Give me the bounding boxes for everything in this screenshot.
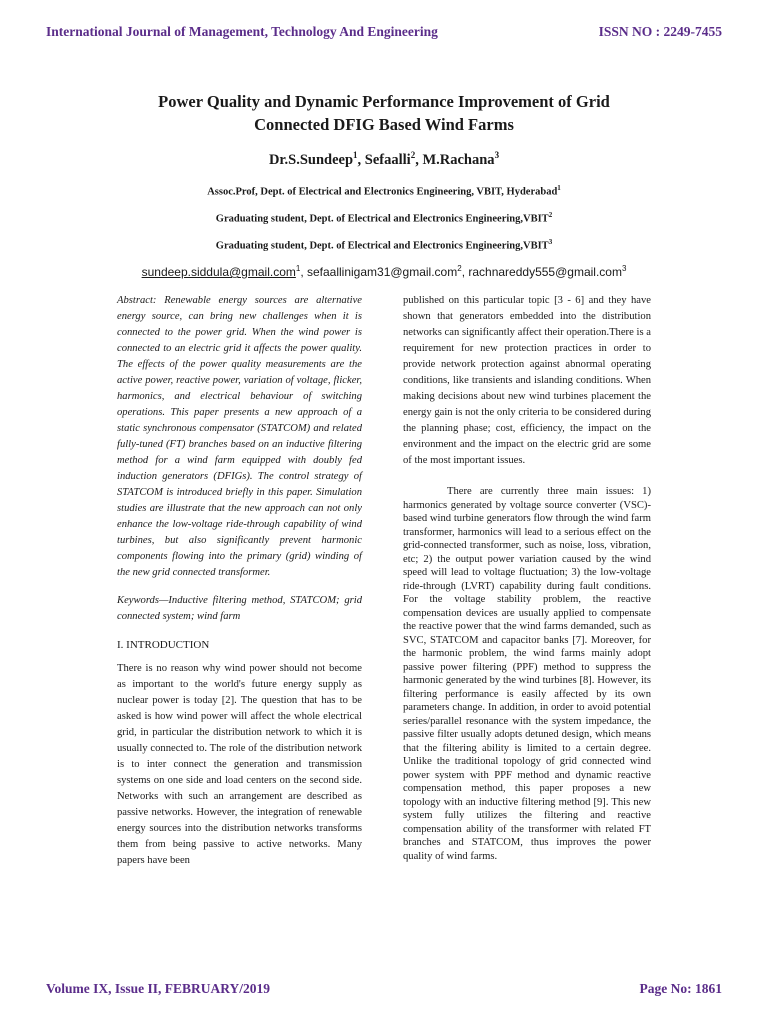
affiliation-2-sup: 2 xyxy=(548,211,553,219)
affiliation-3 xyxy=(0,238,768,252)
affiliation-2-text: Graduating student, Dept. of Electrical and Electronics Engineering,VBIT xyxy=(215,213,549,225)
author-2-sup: 2 xyxy=(410,150,416,160)
journal-name: International Journal of Management, Technology And Engineering xyxy=(46,24,438,39)
volume-issue: Volume IX, Issue II, FEBRUARY/2019 xyxy=(46,981,271,996)
issn-number: ISSN NO : 2249-7455 xyxy=(598,24,722,39)
author-1: Dr.S.Sundeep xyxy=(268,151,354,168)
title-line-1: Power Quality and Dynamic Performance Improvement of Grid xyxy=(158,92,610,111)
affiliation-1 xyxy=(0,184,768,198)
email-list xyxy=(0,264,768,279)
email-2-sup: 2 xyxy=(457,264,462,273)
author-2: Sefaalli xyxy=(364,151,411,168)
keywords: Keywords—Inductive filtering method, STATCOM; grid connected system; wind farm xyxy=(117,595,362,622)
body-paragraph-2: There are currently three main issues: 1) harmonics generated by voltage source converter (VSC)-based wind turbine generators flow through the wind farm transformer, harmonics will lead to a serious effect on the grid-connected transformer, such as noise, loss, vibration, etc; 2) the output power variation caused by the wind speed will lead to voltage fluctuation; 3) the low-voltage ride-through (LVRT) capability during fault conditions. For the voltage stability problem, the reactive compensation devices are usually applied to compensate the reactive power that the wind farms demanded, such as SVC, STATCOM and capacitor banks [7]. Moreover, for the harmonic problem, the wind farms mainly adopt passive power filtering (PPF) method to suppress the harmonic generated by the wind turbines [8]. However, its filtering performance is easily affected by its own parameters change. In addition, in order to avoid potential series/parallel resonance with the system impedance, the passive filter usually adopts detuned design, which means that the filtering ability is limited to a certain degree. Unlike the traditional topology of grid connected wind power system with PPF method and dynamic reactive compensation method, this paper proposes a new topology with an inductive filtering method [9]. This new system fully utilizes the filtering and reactive compensation ability of the transformer with related FT branches and STATCOM, thus improves the power quality of wind farms. xyxy=(403,486,651,862)
email-sep: , xyxy=(461,265,469,279)
author-list xyxy=(0,150,768,169)
affiliation-1-text: Assoc.Prof, Dept. of Electrical and Electronics Engineering, VBIT, Hyderabad xyxy=(207,186,558,198)
title-line-2: Connected DFIG Based Wind Farms xyxy=(254,115,514,134)
affiliation-2 xyxy=(0,211,768,225)
affiliation-3-text: Graduating student, Dept. of Electrical and Electronics Engineering,VBIT xyxy=(215,240,549,252)
left-column xyxy=(117,293,362,869)
author-3-sup: 3 xyxy=(494,150,500,160)
email-sep: , xyxy=(300,265,307,279)
paper-title xyxy=(60,90,708,136)
affiliation-3-sup: 3 xyxy=(548,238,553,246)
abstract: Abstract: Renewable energy sources are alternative energy source, can bring new challenges when it is connected to the power grid. When the wind power is connected to an electric grid it affects the power quality. The effects of the power quality measurements are the active power, reactive power, variation of voltage, flicker, harmonics, and electrical behaviour of switching operations. This paper presents a new approach of a static synchronous compensator (STATCOM) and related fully-tuned (FT) branches based on an inductive filtering method for a wind farm equipped with doubly fed induction generators (DFIGs). The control strategy of STATCOM is introduced briefly in this paper. Simulation studies are illustrate that the new approach can not only enhance the low-voltage ride-through capability of wind turbines, but also significantly prevent harmonic components flowing into the primary (grid) winding of the new grid connected transformer. xyxy=(117,295,362,578)
author-1-sup: 1 xyxy=(353,150,358,160)
page-number: Page No: 1861 xyxy=(639,981,722,996)
email-1-sup: 1 xyxy=(295,264,301,273)
email-3: rachnareddy555@gmail.com xyxy=(468,265,622,279)
body-paragraph-1: published on this particular topic [3 - 6] and they have shown that generators embedded into the distribution networks can significantly affect their operation.There is a requirement for new protection practices in order to provide network protection against abnormal operating conditions, like transients and islanding conditions. When making decisions about new wind turbines placement the energy gain is not the only criteria to be considered during the planning phase; cost, efficiency, the impact on the environment and the impact on the electric grid are some of the most important issues. xyxy=(403,295,651,466)
email-3-sup: 3 xyxy=(621,264,627,273)
email-link-1[interactable]: sundeep.siddula@gmail.com xyxy=(141,265,296,279)
section-heading-introduction: I. INTRODUCTION xyxy=(117,639,210,651)
email-2: sefaallinigam31@gmail.com xyxy=(306,265,458,279)
author-sep: , xyxy=(415,151,423,168)
author-3: M.Rachana xyxy=(422,151,495,168)
affiliation-1-sup: 1 xyxy=(557,184,561,192)
author-sep: , xyxy=(357,151,365,168)
right-column xyxy=(403,293,651,863)
intro-paragraph: There is no reason why wind power should not become as important to the world's future energy supply as nuclear power is today [2]. The question that has to be asked is how wind power will affect the whole electrical grid, in particular the distribution network to which it is usually connected to. The role of the distribution network is to inter connect the generation and transmission systems on one side and load centers on the second side. Networks with such an arrangement are described as passive networks. However, the integration of renewable energy sources into the distribution networks transforms them from being passive to active networks. Many papers have been xyxy=(117,663,362,866)
